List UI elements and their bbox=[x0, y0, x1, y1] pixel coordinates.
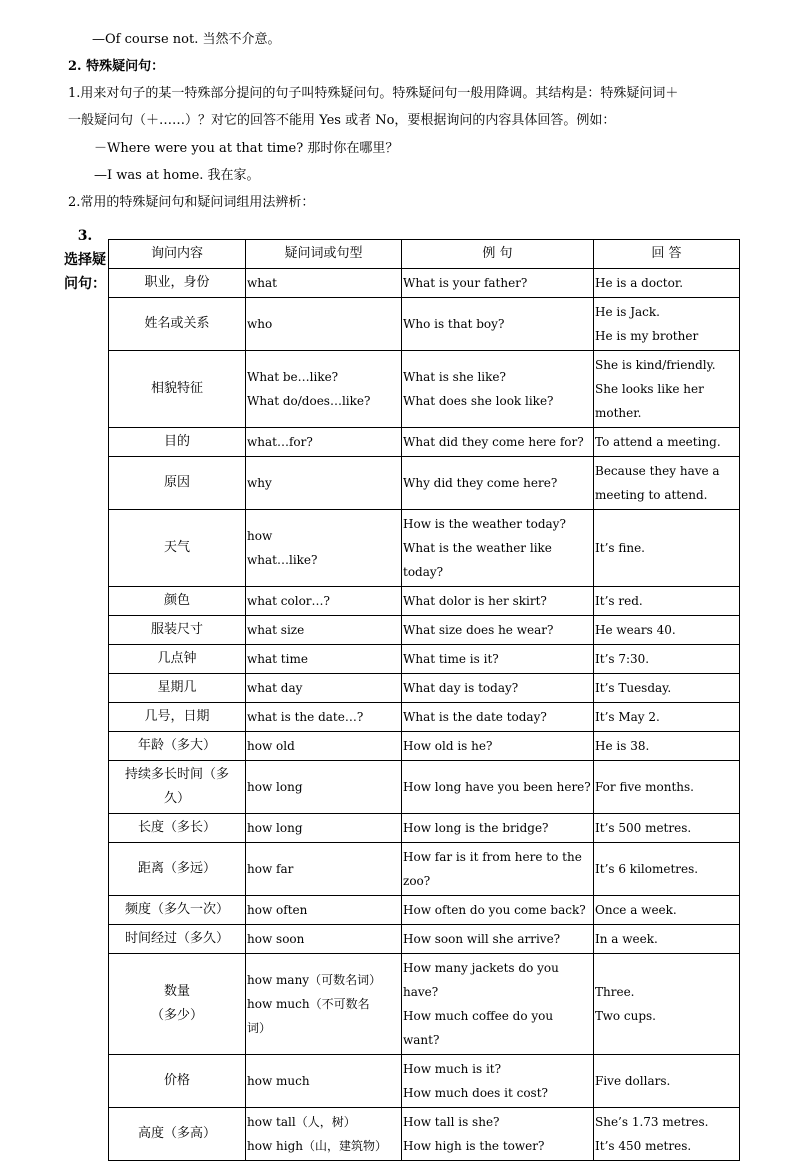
topic-text: 天气 bbox=[163, 540, 190, 555]
example-text: How often do you come back? bbox=[403, 903, 586, 917]
topic-text: 持续多长时间（多 bbox=[124, 767, 229, 782]
table-row bbox=[109, 925, 740, 954]
cell-word bbox=[246, 954, 402, 1055]
answer-text: It’s 450 metres. bbox=[595, 1139, 692, 1153]
cell-example bbox=[402, 674, 594, 703]
cell-answer bbox=[594, 1108, 740, 1161]
cell-example bbox=[402, 925, 594, 954]
word-text: how bbox=[247, 529, 273, 543]
example-answer: —I was at home. 我在家。 bbox=[94, 168, 260, 183]
cell-word bbox=[246, 925, 402, 954]
cell-word bbox=[246, 814, 402, 843]
section-title: 2. 特殊疑问句： bbox=[68, 59, 165, 74]
table-header-row bbox=[109, 240, 740, 269]
answer-text: She is kind/friendly. bbox=[595, 358, 716, 372]
cell-word bbox=[246, 269, 402, 298]
cell-example bbox=[402, 703, 594, 732]
cell-topic bbox=[109, 616, 246, 645]
cell-word bbox=[246, 457, 402, 510]
side-label-number: 3. bbox=[77, 228, 93, 244]
example-text: How old is he? bbox=[403, 739, 493, 753]
cell-example bbox=[402, 645, 594, 674]
example-text: Who is that boy? bbox=[403, 317, 505, 331]
cell-topic bbox=[109, 645, 246, 674]
example-text: What did they come here for? bbox=[403, 435, 584, 449]
cell-topic bbox=[109, 269, 246, 298]
example-text: What is your father? bbox=[403, 276, 528, 290]
answer-text: mother. bbox=[595, 406, 642, 420]
table-row bbox=[109, 351, 740, 428]
cell-example bbox=[402, 1108, 594, 1161]
topic-text: 时间经过（多久） bbox=[124, 931, 229, 946]
cell-word bbox=[246, 896, 402, 925]
answer-text: Because they have a bbox=[595, 464, 720, 478]
word-text: what time bbox=[247, 652, 308, 666]
example-text: What is the date today? bbox=[403, 710, 547, 724]
cell-example bbox=[402, 428, 594, 457]
cell-example bbox=[402, 269, 594, 298]
word-text: how many（可数名词） bbox=[247, 973, 382, 987]
word-text: why bbox=[247, 476, 272, 490]
word-text: how much bbox=[247, 1074, 310, 1088]
table-row bbox=[109, 269, 740, 298]
cell-answer bbox=[594, 732, 740, 761]
table-row bbox=[109, 674, 740, 703]
answer-text: meeting to attend. bbox=[595, 488, 708, 502]
cell-word bbox=[246, 1055, 402, 1108]
cell-word bbox=[246, 674, 402, 703]
topic-text: 原因 bbox=[163, 475, 190, 490]
example-text: How far is it from here to the bbox=[403, 850, 582, 864]
answer-text: In a week. bbox=[595, 932, 658, 946]
topic-text: 服装尺寸 bbox=[150, 622, 203, 637]
cell-answer bbox=[594, 925, 740, 954]
cell-answer bbox=[594, 814, 740, 843]
cell-example bbox=[402, 298, 594, 351]
paragraph-line: 1.用来对句子的某一特殊部分提问的句子叫特殊疑问句。特殊疑问句一般用降调。其结构是：特殊疑问词＋ bbox=[68, 86, 679, 101]
cell-example bbox=[402, 510, 594, 587]
example-text: How long is the bridge? bbox=[403, 821, 549, 835]
topic-text: （多少） bbox=[150, 1008, 203, 1023]
cell-topic bbox=[109, 896, 246, 925]
example-text: How much coffee do you want? bbox=[403, 1009, 554, 1047]
cell-word bbox=[246, 703, 402, 732]
example-text: How high is the tower? bbox=[403, 1139, 545, 1153]
cell-answer bbox=[594, 703, 740, 732]
topic-text: 频度（多久一次） bbox=[124, 902, 229, 917]
cell-example bbox=[402, 761, 594, 814]
answer-text: It’s 6 kilometres. bbox=[595, 862, 699, 876]
header-example: 例 句 bbox=[402, 240, 594, 269]
cell-answer bbox=[594, 510, 740, 587]
table-row bbox=[109, 457, 740, 510]
example-text: How much is it? bbox=[403, 1062, 502, 1076]
cell-topic bbox=[109, 761, 246, 814]
topic-text: 几号，日期 bbox=[144, 709, 210, 724]
cell-word bbox=[246, 298, 402, 351]
word-text: how often bbox=[247, 903, 308, 917]
cell-example bbox=[402, 896, 594, 925]
table-row bbox=[109, 645, 740, 674]
table-row bbox=[109, 1055, 740, 1108]
header-answer: 回 答 bbox=[594, 240, 740, 269]
answer-text: Two cups. bbox=[595, 1009, 656, 1023]
cell-topic bbox=[109, 703, 246, 732]
example-text: What time is it? bbox=[403, 652, 499, 666]
topic-text: 久） bbox=[163, 791, 190, 806]
answer-text: It’s 500 metres. bbox=[595, 821, 692, 835]
example-text: What day is today? bbox=[403, 681, 519, 695]
topic-text: 高度（多高） bbox=[137, 1126, 216, 1141]
cell-answer bbox=[594, 269, 740, 298]
paragraph-line: 2.常用的特殊疑问句和疑问词组用法辨析： bbox=[68, 195, 315, 210]
topic-text: 星期几 bbox=[157, 680, 197, 695]
example-text: What is the weather like today? bbox=[403, 541, 552, 579]
table-row bbox=[109, 510, 740, 587]
topic-text: 数量 bbox=[163, 984, 190, 999]
word-text: what color…? bbox=[247, 594, 330, 608]
cell-answer bbox=[594, 674, 740, 703]
word-text: What be…like? bbox=[247, 370, 339, 384]
table-body bbox=[109, 269, 740, 1161]
intro-line: —Of course not. 当然不介意。 bbox=[92, 32, 281, 47]
cell-answer bbox=[594, 351, 740, 428]
word-text: what is the date…? bbox=[247, 710, 364, 724]
cell-topic bbox=[109, 428, 246, 457]
cell-word bbox=[246, 761, 402, 814]
cell-topic bbox=[109, 674, 246, 703]
answer-text: It’s May 2. bbox=[595, 710, 660, 724]
answer-text: He is my brother bbox=[595, 329, 699, 343]
answer-text: She looks like her bbox=[595, 382, 704, 396]
question-word-table bbox=[108, 239, 740, 1161]
cell-answer bbox=[594, 587, 740, 616]
cell-example bbox=[402, 351, 594, 428]
table-row bbox=[109, 761, 740, 814]
cell-example bbox=[402, 814, 594, 843]
example-text: How tall is she? bbox=[403, 1115, 500, 1129]
answer-text: He is Jack. bbox=[595, 305, 660, 319]
cell-word bbox=[246, 428, 402, 457]
table-row bbox=[109, 616, 740, 645]
header-topic: 询问内容 bbox=[109, 240, 246, 269]
cell-topic bbox=[109, 732, 246, 761]
cell-topic bbox=[109, 954, 246, 1055]
cell-example bbox=[402, 843, 594, 896]
cell-topic bbox=[109, 1108, 246, 1161]
topic-text: 姓名或关系 bbox=[144, 316, 210, 331]
cell-answer bbox=[594, 645, 740, 674]
word-text: what…for? bbox=[247, 435, 313, 449]
side-label-text: 选择疑问句： bbox=[64, 252, 106, 292]
cell-example bbox=[402, 954, 594, 1055]
cell-answer bbox=[594, 457, 740, 510]
cell-answer bbox=[594, 954, 740, 1055]
word-text: 词） bbox=[247, 1021, 272, 1035]
answer-text: For five months. bbox=[595, 780, 694, 794]
answer-text: She’s 1.73 metres. bbox=[595, 1115, 709, 1129]
word-text: how much（不可数名 bbox=[247, 997, 370, 1011]
word-text: how old bbox=[247, 739, 295, 753]
word-text: how soon bbox=[247, 932, 305, 946]
answer-text: Three. bbox=[595, 985, 635, 999]
table-row bbox=[109, 954, 740, 1055]
word-text: how far bbox=[247, 862, 294, 876]
cell-example bbox=[402, 1055, 594, 1108]
word-text: how long bbox=[247, 821, 303, 835]
side-label bbox=[64, 224, 106, 296]
cell-answer bbox=[594, 843, 740, 896]
word-text: how long bbox=[247, 780, 303, 794]
example-text: What is she like? bbox=[403, 370, 506, 384]
word-text: how tall（人，树） bbox=[247, 1115, 356, 1129]
topic-text: 距离（多远） bbox=[137, 861, 216, 876]
word-text: how high（山，建筑物） bbox=[247, 1139, 388, 1153]
cell-word bbox=[246, 587, 402, 616]
example-text: How is the weather today? bbox=[403, 517, 566, 531]
cell-word bbox=[246, 616, 402, 645]
cell-topic bbox=[109, 843, 246, 896]
topic-text: 年龄（多大） bbox=[137, 738, 216, 753]
cell-answer bbox=[594, 761, 740, 814]
answer-text: Five dollars. bbox=[595, 1074, 671, 1088]
cell-word bbox=[246, 732, 402, 761]
word-text: who bbox=[247, 317, 273, 331]
table-row bbox=[109, 298, 740, 351]
topic-text: 职业，身份 bbox=[144, 275, 210, 290]
example-text: How much does it cost? bbox=[403, 1086, 548, 1100]
topic-text: 颜色 bbox=[163, 593, 190, 608]
topic-text: 价格 bbox=[163, 1073, 190, 1088]
table-row bbox=[109, 896, 740, 925]
cell-answer bbox=[594, 616, 740, 645]
cell-answer bbox=[594, 298, 740, 351]
cell-word bbox=[246, 510, 402, 587]
topic-text: 相貌特征 bbox=[150, 381, 203, 396]
topic-text: 几点钟 bbox=[157, 651, 197, 666]
answer-text: It’s 7:30. bbox=[595, 652, 650, 666]
cell-answer bbox=[594, 428, 740, 457]
cell-topic bbox=[109, 351, 246, 428]
word-text: what bbox=[247, 276, 277, 290]
word-text: what size bbox=[247, 623, 305, 637]
cell-topic bbox=[109, 457, 246, 510]
answer-text: It’s Tuesday. bbox=[595, 681, 672, 695]
cell-topic bbox=[109, 925, 246, 954]
example-text: What dolor is her skirt? bbox=[403, 594, 547, 608]
example-text: What does she look like? bbox=[403, 394, 554, 408]
cell-topic bbox=[109, 1055, 246, 1108]
answer-text: To attend a meeting. bbox=[595, 435, 721, 449]
example-text: Why did they come here? bbox=[403, 476, 558, 490]
example-text: How long have you been here? bbox=[403, 780, 591, 794]
cell-topic bbox=[109, 814, 246, 843]
paragraph-line: 一般疑问句（＋……）？对它的回答不能用 Yes 或者 No，要根据询问的内容具体回答。例如： bbox=[68, 113, 616, 128]
answer-text: Once a week. bbox=[595, 903, 677, 917]
answer-text: He wears 40. bbox=[595, 623, 676, 637]
cell-topic bbox=[109, 298, 246, 351]
answer-text: He is 38. bbox=[595, 739, 650, 753]
answer-text: He is a doctor. bbox=[595, 276, 684, 290]
table-row bbox=[109, 732, 740, 761]
word-text: What do/does…like? bbox=[247, 394, 371, 408]
cell-word bbox=[246, 1108, 402, 1161]
answer-text: It’s red. bbox=[595, 594, 643, 608]
header-word: 疑问词或句型 bbox=[246, 240, 402, 269]
table-row bbox=[109, 843, 740, 896]
table-row bbox=[109, 587, 740, 616]
word-text: what day bbox=[247, 681, 303, 695]
table-row bbox=[109, 814, 740, 843]
topic-text: 目的 bbox=[163, 434, 190, 449]
cell-word bbox=[246, 843, 402, 896]
cell-example bbox=[402, 457, 594, 510]
cell-answer bbox=[594, 896, 740, 925]
cell-topic bbox=[109, 587, 246, 616]
example-text: How many jackets do you have? bbox=[403, 961, 559, 999]
table-row bbox=[109, 428, 740, 457]
cell-example bbox=[402, 732, 594, 761]
cell-topic bbox=[109, 510, 246, 587]
answer-text: It’s fine. bbox=[595, 541, 645, 555]
example-question: －Where were you at that time? 那时你在哪里？ bbox=[94, 141, 399, 156]
cell-example bbox=[402, 587, 594, 616]
cell-word bbox=[246, 645, 402, 674]
example-text: How soon will she arrive? bbox=[403, 932, 561, 946]
word-text: what…like? bbox=[247, 553, 318, 567]
cell-answer bbox=[594, 1055, 740, 1108]
topic-text: 长度（多长） bbox=[137, 820, 216, 835]
cell-example bbox=[402, 616, 594, 645]
example-text: What size does he wear? bbox=[403, 623, 554, 637]
example-text: zoo? bbox=[403, 874, 431, 888]
cell-word bbox=[246, 351, 402, 428]
table-row bbox=[109, 703, 740, 732]
table-row bbox=[109, 1108, 740, 1161]
